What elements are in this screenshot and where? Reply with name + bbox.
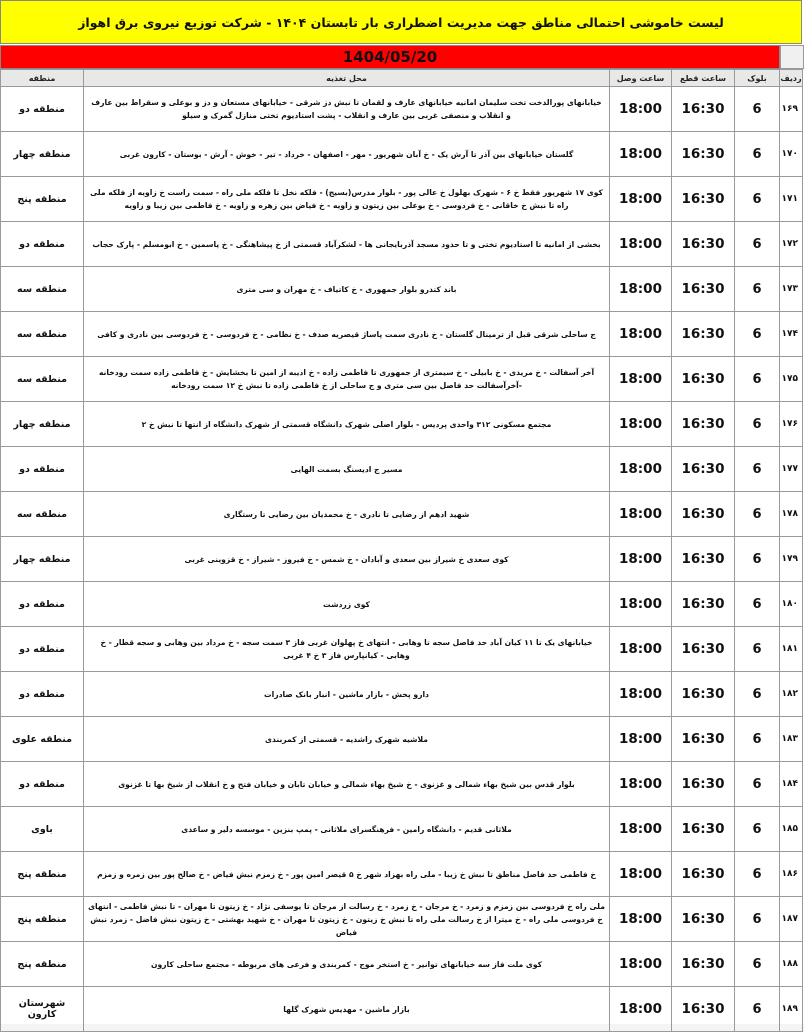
location-cell: کوی ۱۷ شهریور فقط خ ۶ - شهرک بهلول خ عالی پور - بلوار مدرس(بسیج) - فلکه نخل تا فلکه ملی راه - سمت راست خ زاویه از فلکه ملی راه تا نبش خ خاقانی - خ فردوسی - خ بوعلی بین زیتون و زاویه - خ فیاض بین زهره و زاویه - خ فاطمی بین زیبا و زاویه: [84, 177, 610, 222]
row-number-cell: ۱۷۰: [780, 132, 803, 177]
block-cell: 6: [735, 987, 780, 1032]
connect-time-cell: 18:00: [610, 312, 672, 357]
block-cell: 6: [735, 312, 780, 357]
region-cell: باوی: [1, 807, 84, 852]
table-row: [1, 132, 803, 177]
region-cell: منطقه دو: [1, 627, 84, 672]
table-row: [1, 897, 803, 942]
cut-time-cell: 16:30: [672, 852, 735, 897]
block-cell: 6: [735, 537, 780, 582]
block-cell: 6: [735, 447, 780, 492]
cut-time-cell: 16:30: [672, 717, 735, 762]
date-banner: 1404/05/20: [0, 45, 780, 69]
block-cell: 6: [735, 807, 780, 852]
table-row: [1, 267, 803, 312]
connect-time-cell: 18:00: [610, 672, 672, 717]
table-row: [1, 717, 803, 762]
region-cell: منطقه دو: [1, 222, 84, 267]
region-cell: منطقه پنج: [1, 852, 84, 897]
block-cell: 6: [735, 222, 780, 267]
region-cell: منطقه دو: [1, 672, 84, 717]
block-cell: 6: [735, 132, 780, 177]
table-row: [1, 177, 803, 222]
date-banner-side: [780, 45, 804, 69]
block-cell: 6: [735, 627, 780, 672]
table-row: [1, 222, 803, 267]
row-number-cell: ۱۸۷: [780, 897, 803, 942]
row-number-cell: ۱۷۵: [780, 357, 803, 402]
row-number-cell: ۱۸۳: [780, 717, 803, 762]
cut-time-cell: 16:30: [672, 447, 735, 492]
location-cell: ملاثانی قدیم - دانشگاه رامین - فرهنگسرای ملاثانی - پمپ بنزین - موسسه دلیر و ساعدی: [84, 807, 610, 852]
location-cell: خیابانهای پورالدخت تخت سلیمان امانیه خیابانهای عارف و لقمان تا نبش دز شرقی - خیابانهای مستعان و دز و بوعلی و سقراط بین عارف و انقلاب و منصفی غربی بین عارف و انقلاب - پشت استادیوم تختی منازل گمرک و سیلو: [84, 87, 610, 132]
table-row: [1, 87, 803, 132]
row-number-cell: ۱۸۶: [780, 852, 803, 897]
outage-table: [0, 69, 803, 1032]
connect-time-cell: 18:00: [610, 177, 672, 222]
cut-time-cell: 16:30: [672, 582, 735, 627]
row-number-cell: ۱۷۴: [780, 312, 803, 357]
region-cell: منطقه چهار: [1, 402, 84, 447]
cut-time-cell: 16:30: [672, 897, 735, 942]
row-number-cell: ۱۷۹: [780, 537, 803, 582]
row-number-cell: ۱۷۸: [780, 492, 803, 537]
sheet-title: لیست خاموشی احتمالی مناطق جهت مدیریت اضطراری بار تابستان ۱۴۰۴ - شرکت توزیع نیروی برق اهواز: [0, 0, 802, 44]
block-cell: 6: [735, 762, 780, 807]
region-cell: منطقه سه: [1, 492, 84, 537]
table-row: [1, 852, 803, 897]
region-cell: منطقه دو: [1, 762, 84, 807]
row-number-cell: ۱۸۲: [780, 672, 803, 717]
region-cell: منطقه سه: [1, 357, 84, 402]
connect-time-cell: 18:00: [610, 987, 672, 1032]
row-number-cell: ۱۷۲: [780, 222, 803, 267]
table-header-row: [1, 70, 803, 87]
row-number-cell: ۱۸۱: [780, 627, 803, 672]
connect-time-cell: 18:00: [610, 492, 672, 537]
location-cell: مجتمع مسکونی ۳۱۲ واحدی پردیس - بلوار اصلی شهرک دانشگاه قسمتی از شهرک دانشگاه از انتها تا نبش خ ۲: [84, 402, 610, 447]
header-cut-time: ساعت قطع: [672, 70, 735, 87]
cut-time-cell: 16:30: [672, 762, 735, 807]
region-cell: منطقه پنج: [1, 897, 84, 942]
cut-time-cell: 16:30: [672, 267, 735, 312]
cut-time-cell: 16:30: [672, 672, 735, 717]
connect-time-cell: 18:00: [610, 717, 672, 762]
header-location: محل تغذیه: [84, 70, 610, 87]
region-cell: منطقه دو: [1, 447, 84, 492]
region-cell: شهرستان کارون: [1, 987, 84, 1032]
block-cell: 6: [735, 942, 780, 987]
row-number-cell: ۱۷۱: [780, 177, 803, 222]
table-row: [1, 807, 803, 852]
cut-time-cell: 16:30: [672, 357, 735, 402]
row-number-cell: ۱۷۳: [780, 267, 803, 312]
table-row: [1, 582, 803, 627]
table-row: [1, 537, 803, 582]
table-row: [1, 627, 803, 672]
region-cell: منطقه علوی: [1, 717, 84, 762]
row-number-cell: ۱۶۹: [780, 87, 803, 132]
block-cell: 6: [735, 492, 780, 537]
block-cell: 6: [735, 177, 780, 222]
connect-time-cell: 18:00: [610, 807, 672, 852]
connect-time-cell: 18:00: [610, 852, 672, 897]
connect-time-cell: 18:00: [610, 87, 672, 132]
connect-time-cell: 18:00: [610, 537, 672, 582]
region-cell: منطقه پنج: [1, 942, 84, 987]
table-row: [1, 312, 803, 357]
cut-time-cell: 16:30: [672, 537, 735, 582]
region-cell: منطقه چهار: [1, 537, 84, 582]
table-row: [1, 402, 803, 447]
location-cell: خیابانهای یک تا ۱۱ کیان آباد حد فاصل سجه تا وهابی - انتهای خ پهلوان غربی فاز ۳ سمت سجه - خ مرداد بین وهابی و سجه قطار - خ وهابی - کیانپارس فاز ۳ خ ۴ غربی: [84, 627, 610, 672]
block-cell: 6: [735, 402, 780, 447]
block-cell: 6: [735, 717, 780, 762]
location-cell: خ فاطمی حد فاصل مناطق تا نبش خ زیبا - ملی راه بهزاد شهر خ ۵ قیصر امین پور - خ زمزم نبش فیاض - خ صالح پور بین زمره و زمزم: [84, 852, 610, 897]
location-cell: کوی زردشت: [84, 582, 610, 627]
cut-time-cell: 16:30: [672, 402, 735, 447]
cut-time-cell: 16:30: [672, 312, 735, 357]
block-cell: 6: [735, 87, 780, 132]
header-block: بلوک: [735, 70, 780, 87]
cut-time-cell: 16:30: [672, 987, 735, 1032]
header-region: منطقه: [1, 70, 84, 87]
header-row-number: ردیف: [780, 70, 803, 87]
table-row: [1, 492, 803, 537]
connect-time-cell: 18:00: [610, 222, 672, 267]
location-cell: شهید ادهم از رضایی تا نادری - خ محمدیان بین رضایی تا رستگاری: [84, 492, 610, 537]
connect-time-cell: 18:00: [610, 897, 672, 942]
location-cell: ملی راه خ فردوسی بین زمزم و زمرد - خ مرجان - خ زمرد - خ رسالت از مرجان تا یوسفی نژاد - خ زیتون تا مهران - تا نبش فاطمی - انتهای خ فردوسی ملی راه - خ میترا از خ رسالت ملی راه تا نبش خ زیتون - خ زیتون تا مهران - خ شهید بهشتی - خ زیتون نبش فاضل - زمرد نبش فیاض: [84, 897, 610, 942]
location-cell: گلستان خیابانهای بین آذر تا آرش یک - خ آبان شهریور - مهر - اصفهان - خرداد - تیر - خوش - آرش - بوستان - کارون غربی: [84, 132, 610, 177]
region-cell: منطقه سه: [1, 267, 84, 312]
block-cell: 6: [735, 582, 780, 627]
connect-time-cell: 18:00: [610, 762, 672, 807]
block-cell: 6: [735, 852, 780, 897]
location-cell: آخر آسفالت - خ مریدی - خ بابیلی - خ سیمتری از جمهوری تا فاطمی زاده - خ ادیبه از امین تا بخشایش - خ فاطمی زاده سمت رودخانه -آخرآسفالت حد فاصل بین سی متری و ج ساحلی از خ فاطمی زاده تا نبش خ ۱۲ سمت رودخانه: [84, 357, 610, 402]
cut-time-cell: 16:30: [672, 492, 735, 537]
location-cell: کوی ملت فاز سه خیابانهای توانیر - خ استخر موج - کمربندی و فرعی های مربوطه - مجتمع ساحلی کارون: [84, 942, 610, 987]
cut-time-cell: 16:30: [672, 87, 735, 132]
connect-time-cell: 18:00: [610, 627, 672, 672]
table-row: [1, 987, 803, 1032]
row-number-cell: ۱۸۵: [780, 807, 803, 852]
table-row: [1, 942, 803, 987]
connect-time-cell: 18:00: [610, 357, 672, 402]
table-row: [1, 762, 803, 807]
block-cell: 6: [735, 897, 780, 942]
location-cell: ملاشیه شهرک راشدیه - قسمتی از کمربندی: [84, 717, 610, 762]
block-cell: 6: [735, 672, 780, 717]
cut-time-cell: 16:30: [672, 177, 735, 222]
region-cell: منطقه پنج: [1, 177, 84, 222]
table-row: [1, 672, 803, 717]
cut-time-cell: 16:30: [672, 222, 735, 267]
row-number-cell: ۱۸۸: [780, 942, 803, 987]
location-cell: بلوار قدس بین شیخ بهاء شمالی و غزنوی - خ شیخ بهاء شمالی و خیابان تابان و خیابان فتح و خ انقلاب از شیخ بها تا غزنوی: [84, 762, 610, 807]
connect-time-cell: 18:00: [610, 942, 672, 987]
location-cell: بازار ماشین - مهدیس شهرک گلها: [84, 987, 610, 1032]
block-cell: 6: [735, 357, 780, 402]
connect-time-cell: 18:00: [610, 132, 672, 177]
connect-time-cell: 18:00: [610, 402, 672, 447]
table-row: [1, 447, 803, 492]
location-cell: دارو پخش - بازار ماشین - انبار بانک صادرات: [84, 672, 610, 717]
region-cell: منطقه چهار: [1, 132, 84, 177]
connect-time-cell: 18:00: [610, 447, 672, 492]
header-connect-time: ساعت وصل: [610, 70, 672, 87]
location-cell: کوی سعدی خ شیراز بین سعدی و آبادان - خ شمس - خ فیروز - شیراز - خ قزوینی غربی: [84, 537, 610, 582]
row-number-cell: ۱۷۷: [780, 447, 803, 492]
cut-time-cell: 16:30: [672, 807, 735, 852]
location-cell: مسیر ج ادیسنگ بسمت الهایی: [84, 447, 610, 492]
connect-time-cell: 18:00: [610, 582, 672, 627]
region-cell: منطقه دو: [1, 582, 84, 627]
location-cell: باند کندرو بلوار جمهوری - خ کاتیاف - خ مهران و سی متری: [84, 267, 610, 312]
connect-time-cell: 18:00: [610, 267, 672, 312]
region-cell: منطقه دو: [1, 87, 84, 132]
cut-time-cell: 16:30: [672, 942, 735, 987]
cut-time-cell: 16:30: [672, 132, 735, 177]
row-number-cell: ۱۸۴: [780, 762, 803, 807]
cut-time-cell: 16:30: [672, 627, 735, 672]
row-number-cell: ۱۸۹: [780, 987, 803, 1032]
location-cell: بخشی از امانیه تا استادیوم تختی و تا حدود مسجد آذربایجانی ها - لشکرآباد قسمتی از خ پیشاهنگی - خ یاسمین - خ ابومسلم - پارک حجاب: [84, 222, 610, 267]
block-cell: 6: [735, 267, 780, 312]
row-number-cell: ۱۸۰: [780, 582, 803, 627]
region-cell: منطقه سه: [1, 312, 84, 357]
row-number-cell: ۱۷۶: [780, 402, 803, 447]
location-cell: ج ساحلی شرقی قبل از ترمینال گلستان - خ نادری سمت پاساژ قیصریه صدف - خ نظامی - خ فردوسی - خ فردوسی بین نادری و کافی: [84, 312, 610, 357]
table-row: [1, 357, 803, 402]
